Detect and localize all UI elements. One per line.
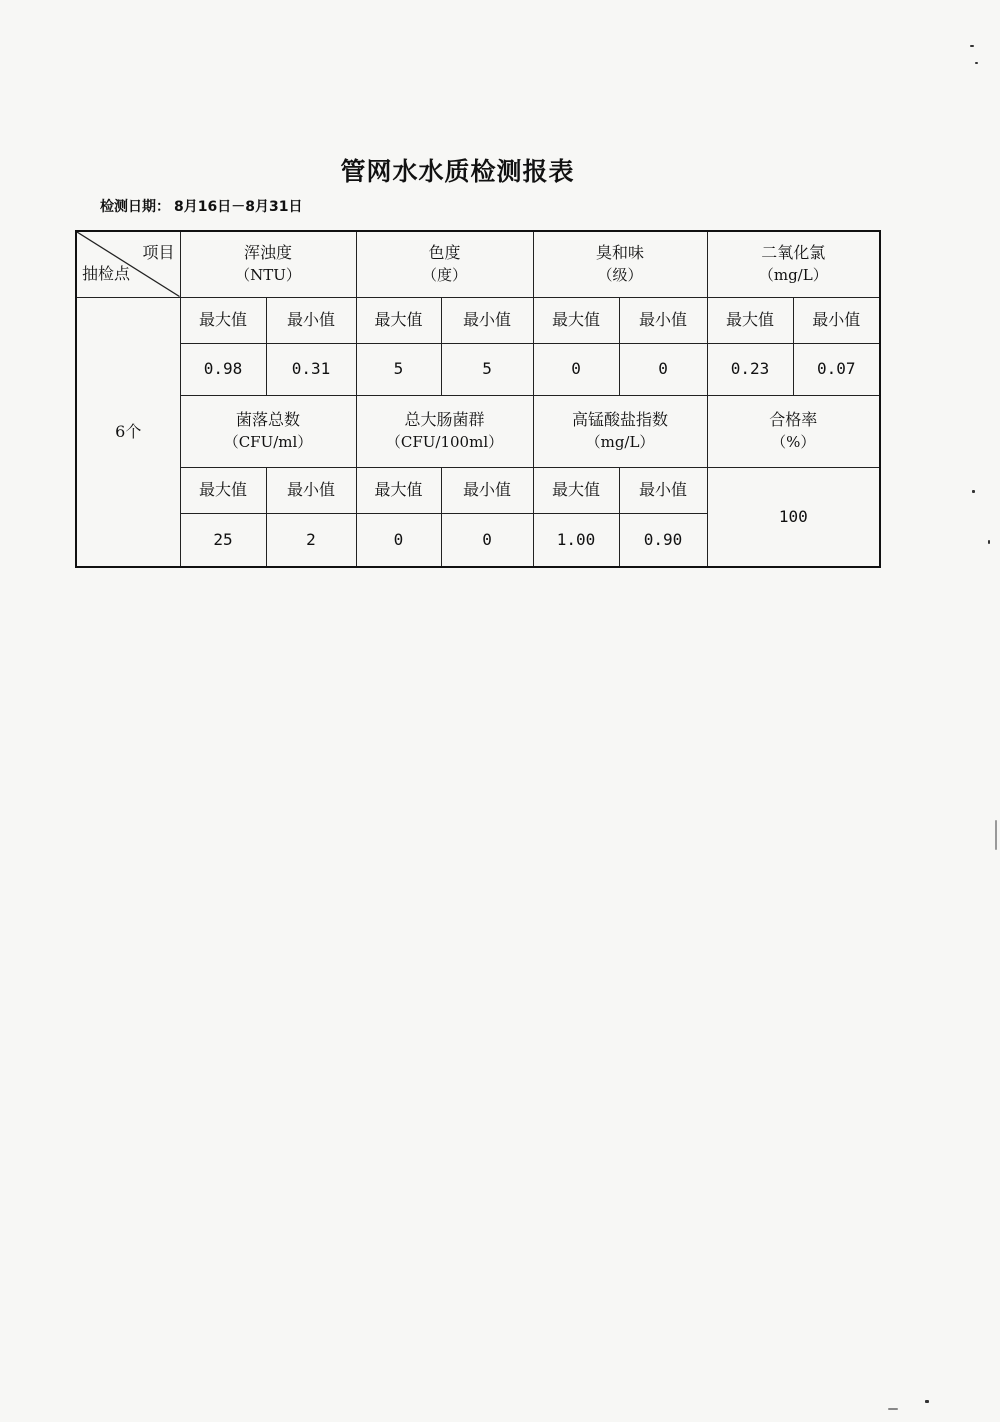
- scan-speck: [925, 1400, 929, 1403]
- min-header: 最小值: [793, 297, 880, 343]
- min-header: 最小值: [266, 297, 356, 343]
- max-header: 最大值: [356, 297, 441, 343]
- param-unit: （CFU/ml）: [223, 433, 313, 451]
- scan-speck: [988, 540, 990, 544]
- min-header: 最小值: [441, 467, 533, 513]
- color-min: 5: [441, 343, 533, 395]
- pass-rate-value: 100: [707, 467, 880, 567]
- inspection-date: [100, 196, 302, 216]
- param-unit: （NTU）: [235, 266, 301, 285]
- param-pass-rate: [707, 395, 880, 467]
- param-chlorine-dioxide: [707, 231, 880, 297]
- turbidity-min: 0.31: [266, 343, 356, 395]
- scan-speck: [972, 490, 975, 493]
- scan-speck: [995, 820, 997, 850]
- param-unit: （度）: [422, 266, 468, 285]
- max-header: 最大值: [533, 297, 619, 343]
- param-odor: [533, 231, 707, 297]
- odor-min: 0: [619, 343, 707, 395]
- report-title: 管网水水质检测报表: [340, 157, 575, 186]
- param-name: 臭和味: [596, 243, 645, 263]
- total-coliforms-min: 0: [441, 513, 533, 567]
- corner-item-label: 项目: [142, 243, 175, 262]
- max-header: 最大值: [356, 467, 441, 513]
- param-name: 总大肠菌群: [404, 410, 485, 429]
- param-name: 高锰酸盐指数: [572, 410, 669, 429]
- total-bacteria-min: 2: [266, 513, 356, 567]
- param-unit: （%）: [771, 433, 816, 451]
- param-name: 色度: [428, 243, 461, 263]
- max-header: 最大值: [707, 297, 793, 343]
- odor-max: 0: [533, 343, 619, 395]
- chlorine-dioxide-max: 0.23: [707, 343, 793, 395]
- chlorine-dioxide-min: 0.07: [793, 343, 880, 395]
- param-turbidity: [180, 231, 356, 297]
- param-unit: （CFU/100ml）: [385, 433, 504, 451]
- min-header: 最小值: [266, 467, 356, 513]
- inspection-date-label: 检测日期：: [100, 199, 170, 215]
- param-unit: （mg/L）: [758, 266, 828, 285]
- corner-header: [76, 231, 180, 297]
- param-name: 浑浊度: [243, 243, 292, 263]
- scan-speck: [970, 45, 974, 47]
- param-name: 合格率: [769, 410, 818, 429]
- param-total-coliforms: [356, 395, 533, 467]
- turbidity-max: 0.98: [180, 343, 266, 395]
- corner-point-label: 抽检点: [82, 263, 131, 283]
- max-header: 最大值: [180, 297, 266, 343]
- inspection-date-range: 8月16日－8月31日: [174, 199, 303, 215]
- param-name: 菌落总数: [235, 410, 300, 429]
- param-unit: （级）: [597, 266, 643, 285]
- max-header: 最大值: [533, 467, 619, 513]
- sample-points-cell: 6个: [76, 297, 180, 567]
- permanganate-index-min: 0.90: [619, 513, 707, 567]
- max-header: 最大值: [180, 467, 266, 513]
- param-color: [356, 231, 533, 297]
- scan-speck: [975, 62, 978, 64]
- water-quality-table: [75, 230, 881, 568]
- param-unit: （mg/L）: [585, 433, 655, 451]
- scan-speck: [888, 1408, 898, 1410]
- param-total-bacteria: [180, 395, 356, 467]
- param-permanganate-index: [533, 395, 707, 467]
- total-coliforms-max: 0: [356, 513, 441, 567]
- permanganate-index-max: 1.00: [533, 513, 619, 567]
- min-header: 最小值: [619, 467, 707, 513]
- param-name: 二氧化氯: [761, 243, 826, 263]
- min-header: 最小值: [441, 297, 533, 343]
- color-max: 5: [356, 343, 441, 395]
- total-bacteria-max: 25: [180, 513, 266, 567]
- min-header: 最小值: [619, 297, 707, 343]
